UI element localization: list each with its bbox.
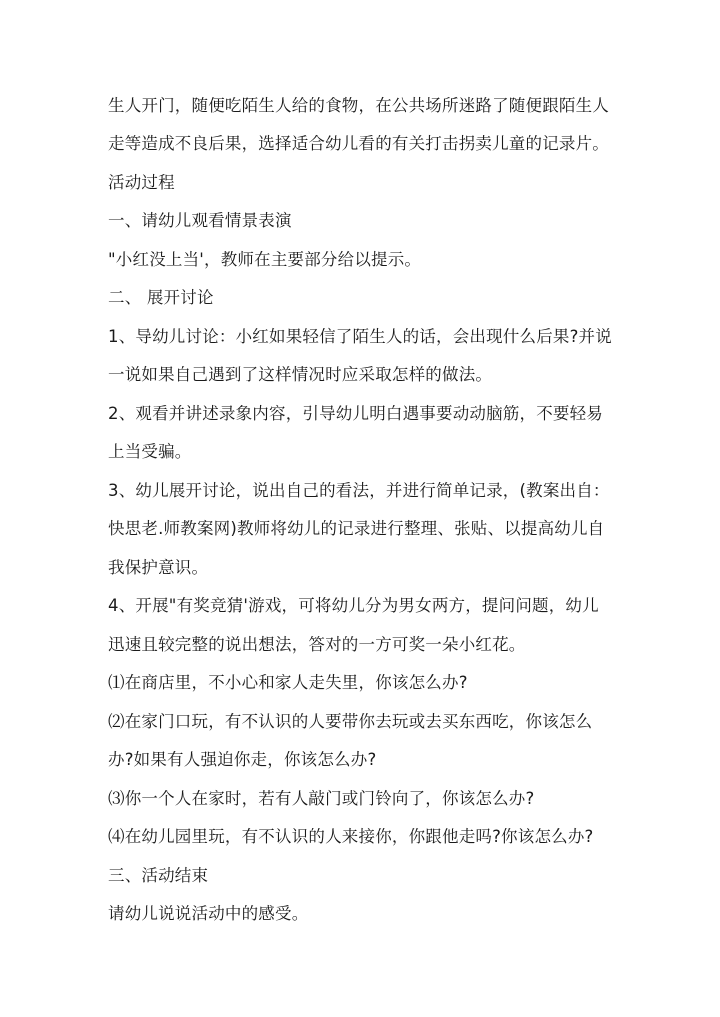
list-item: ⑷在幼儿园里玩，有不认识的人来接你，你跟他走吗?你该怎么办? [108,827,594,846]
body-text-line: "小红没上当'，教师在主要部分给以提示。 [108,250,422,269]
body-text-line: 请幼儿说说活动中的感受。 [108,904,309,923]
body-text-line: 一说如果自己遇到了这样情况时应采取怎样的做法。 [108,365,493,384]
section-heading: 一、请幼儿观看情景表演 [108,211,292,230]
section-heading: 二、 展开讨论 [108,288,214,307]
list-item: ⑵在家门口玩，有不认识的人要带你去玩或去买东西吃，你该怎么 [108,712,593,731]
body-text-line: 2、观看并讲述录象内容，引导幼儿明白遇事要动动脑筋，不要轻易 [108,404,603,423]
body-text-line: 4、开展"有奖竞猜'游戏，可将幼儿分为男女两方，提问问题，幼儿 [108,596,599,615]
body-text-line: 1、导幼儿讨论：小红如果轻信了陌生人的话，会出现什么后果?并说 [108,327,612,346]
section-heading: 三、活动结束 [108,866,209,885]
list-item: ⑶你一个人在家时，若有人敲门或门铃向了，你该怎么办? [108,789,535,808]
section-heading: 活动过程 [108,173,175,192]
body-text-line: 走等造成不良后果，选择适合幼儿看的有关打击拐卖儿童的记录片。 [108,134,609,153]
body-text-line: 我保护意识。 [108,558,209,577]
body-text-line: 上当受骗。 [108,442,192,461]
body-text-line: 3、幼儿展开讨论，说出自己的看法，并进行简单记录，(教案出自： [108,481,610,500]
list-item: ⑴在商店里，不小心和家人走失里，你该怎么办? [108,673,468,692]
body-text-line: 迅速且较完整的说出想法，答对的一方可奖一朵小红花。 [108,635,526,654]
body-text-line: 生人开门，随便吃陌生人给的食物，在公共场所迷路了随便跟陌生人 [108,96,609,115]
body-text-line: 快思老.师教案网)教师将幼儿的记录进行整理、张贴、以提高幼儿自 [108,519,605,538]
list-item: 办?如果有人强迫你走，你该怎么办? [108,750,377,769]
